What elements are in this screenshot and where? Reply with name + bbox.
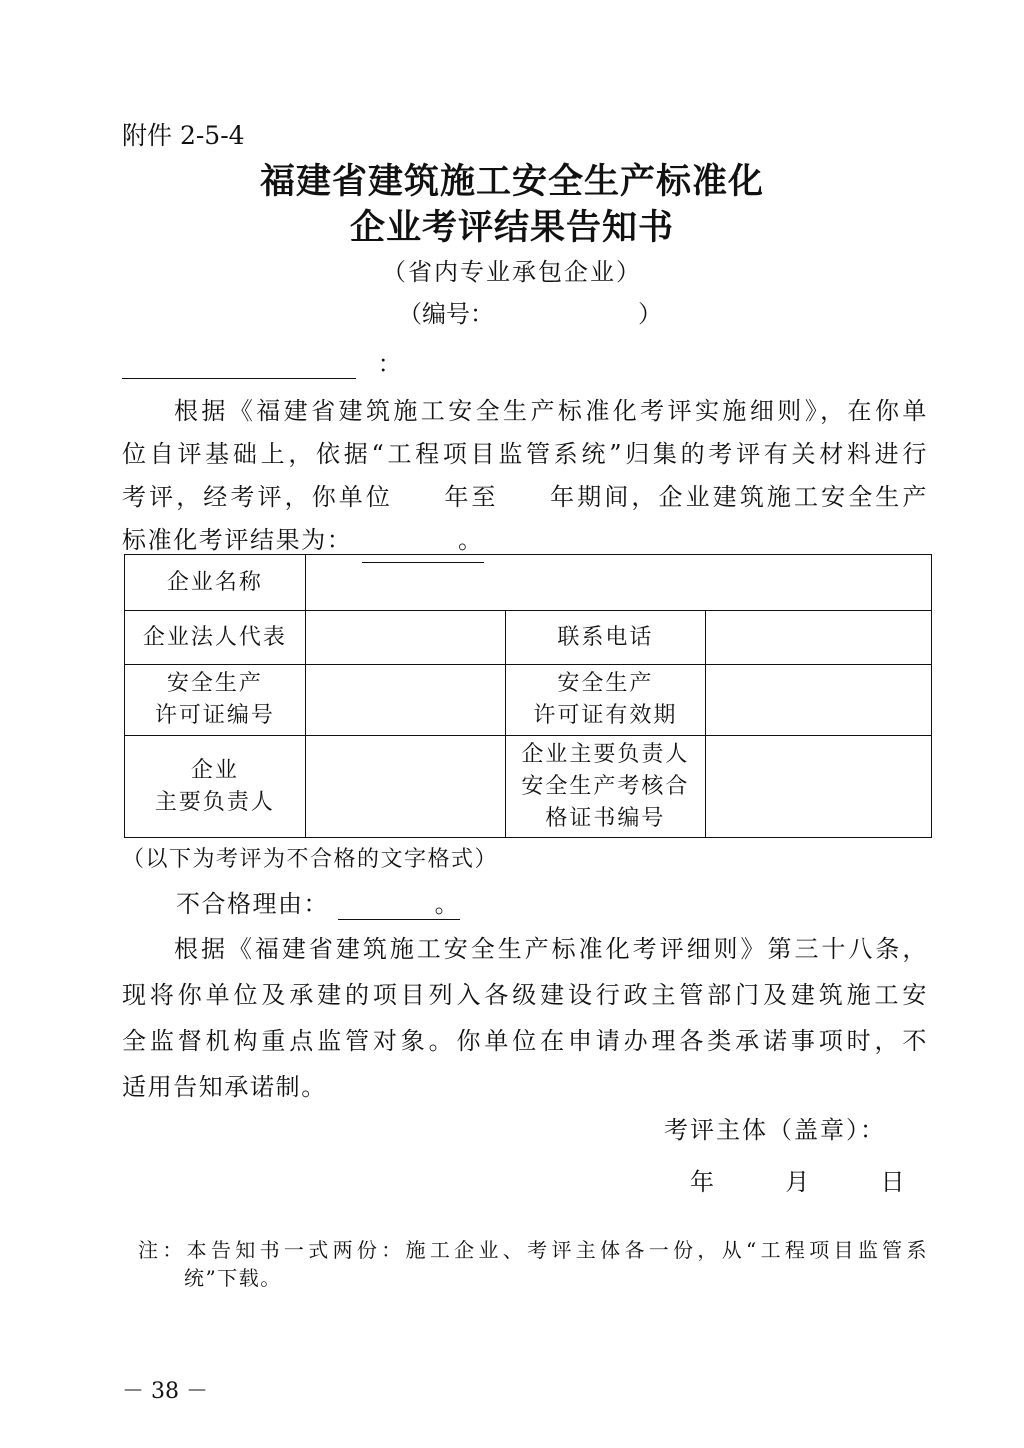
table-row: [125, 611, 932, 665]
license-no-label: 安全生产 许可证编号: [125, 665, 306, 736]
result-blank: 。: [362, 519, 484, 563]
number-close: ）: [638, 300, 662, 328]
attachment-label: 附件 2-5-4: [122, 121, 245, 150]
footnote-line1: 注：本告知书一式两份：施工企业、考评主体各一份，从“工程项目监管系: [138, 1238, 928, 1262]
paragraph1-line3-c: 年期间，企业建筑施工安全生产: [550, 483, 929, 511]
paragraph2-line1: 根据《福建省建筑施工安全生产标准化考评细则》第三十八条，: [174, 935, 928, 963]
date-month: 月: [785, 1168, 810, 1196]
number-label: （编号：: [398, 300, 494, 328]
table-row: [125, 736, 932, 838]
document-title-line1: 福建省建筑施工安全生产标准化: [259, 162, 764, 202]
footnote-line2: 统”下载。: [184, 1266, 282, 1290]
paragraph-evaluation: [122, 390, 928, 562]
paragraph2-line3: 全监督机构重点监管对象。你单位在申请办理各类承诺事项时，不: [122, 1027, 928, 1055]
principal-cert-value: [706, 736, 932, 838]
paragraph1-line3-a: 考评，经考评，你单位: [122, 483, 393, 511]
fail-reason-label: 不合格理由：: [176, 890, 329, 918]
phone-value: [706, 611, 932, 665]
result-label: 标准化考评结果为：: [122, 526, 353, 554]
addressee-colon: ：: [377, 350, 402, 378]
table-row: [125, 665, 932, 736]
phone-label: 联系电话: [505, 611, 706, 665]
signature-label: 考评主体（盖章）：: [664, 1116, 886, 1144]
page-number: － 38 －: [122, 1379, 208, 1404]
table-row: [125, 555, 932, 611]
fail-format-note: （以下为考评为不合格的文字格式）: [122, 847, 499, 872]
addressee-line: [122, 344, 402, 379]
date-day: 日: [880, 1168, 905, 1196]
principal-cert-label: 企业主要负责人 安全生产考核合 格证书编号: [505, 736, 706, 838]
document-subtitle: （省内专业承包企业）: [382, 258, 642, 286]
addressee-blank: [122, 354, 356, 379]
license-no-value: [305, 665, 505, 736]
license-valid-value: [706, 665, 932, 736]
paragraph-supervision: [122, 928, 928, 1112]
legal-rep-label: 企业法人代表: [125, 611, 306, 665]
license-valid-label: 安全生产 许可证有效期: [505, 665, 706, 736]
paragraph1-line3: [122, 476, 928, 519]
fail-reason-blank: 。: [338, 884, 460, 920]
company-info-table: [124, 554, 932, 838]
footnote: [138, 1236, 928, 1292]
paragraph1-line3-b: 年至: [444, 483, 499, 511]
date-line: [690, 1162, 905, 1197]
paragraph2-line2: 现将你单位及承建的项目列入各级建设行政主管部门及建筑施工安: [122, 981, 928, 1009]
paragraph1-line2: 位自评基础上，依据“工程项目监管系统”归集的考评有关材料进行: [122, 440, 928, 468]
company-name-label: 企业名称: [125, 555, 306, 611]
principal-label: 企业 主要负责人: [125, 736, 306, 838]
date-year: 年: [690, 1168, 714, 1196]
fail-reason-line: [176, 884, 460, 920]
legal-rep-value: [305, 611, 505, 665]
document-title-line2: 企业考评结果告知书: [349, 208, 674, 248]
principal-value: [305, 736, 505, 838]
company-name-value: [305, 555, 931, 611]
paragraph2-line4: 适用告知承诺制。: [122, 1073, 327, 1101]
document-number-line: [398, 294, 662, 329]
paragraph1-line1: 根据《福建省建筑施工安全生产标准化考评实施细则》，在你单: [174, 397, 928, 425]
